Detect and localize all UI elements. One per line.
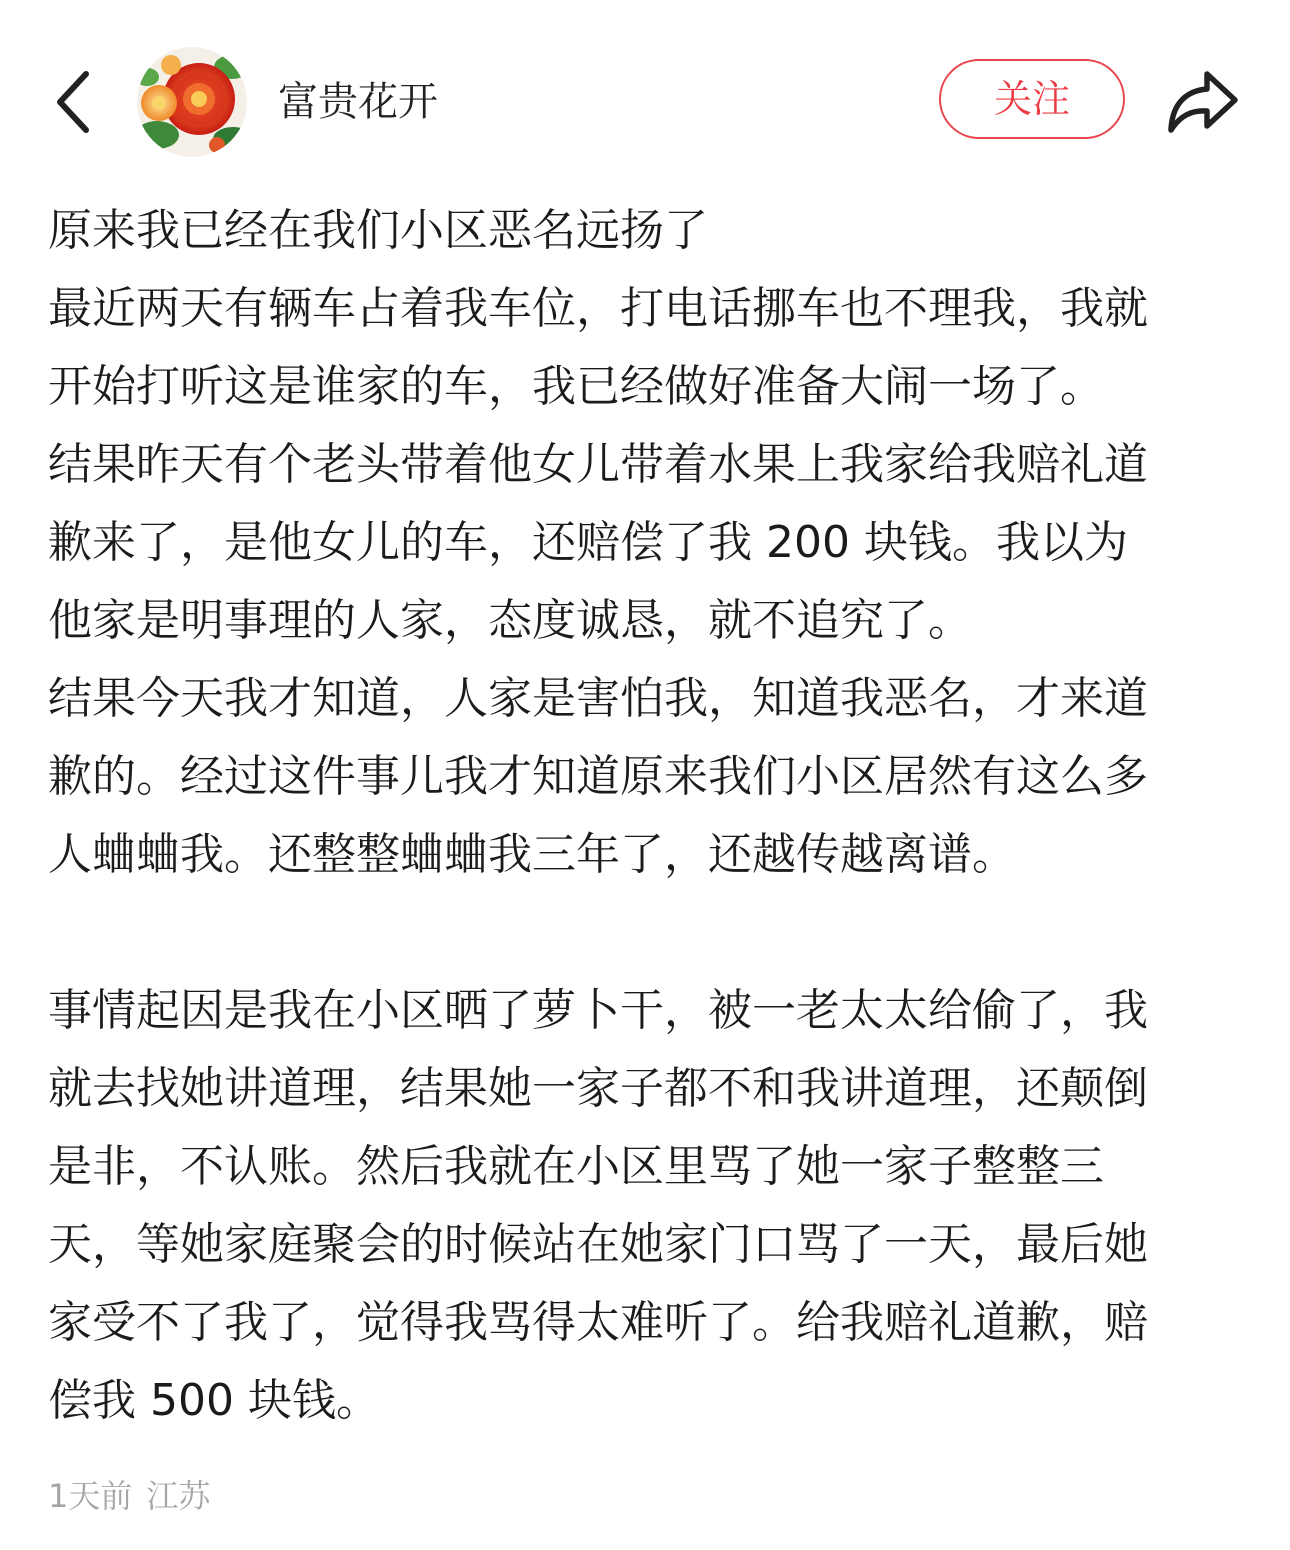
post-meta bbox=[48, 1472, 210, 1520]
post-line: 歉的。经过这件事儿我才知道原来我们小区居然有这么多 bbox=[48, 751, 1148, 802]
peony-flower-avatar-icon bbox=[137, 47, 247, 157]
top-bar bbox=[0, 40, 1290, 164]
paragraph-spacer bbox=[48, 894, 1248, 972]
post-line: 歉来了，是他女儿的车，还赔偿了我 200 块钱。我以为 bbox=[48, 517, 1128, 568]
post-line: 偿我 500 块钱。 bbox=[48, 1375, 380, 1426]
post-line: 事情起因是我在小区晒了萝卜干，被一老太太给偷了，我 bbox=[48, 985, 1148, 1036]
post-line: 就去找她讲道理，结果她一家子都不和我讲道理，还颠倒 bbox=[48, 1063, 1148, 1114]
post-line: 天，等她家庭聚会的时候站在她家门口骂了一天，最后她 bbox=[48, 1219, 1148, 1270]
post-content bbox=[48, 192, 1248, 1440]
post-location: 江苏 bbox=[146, 1477, 211, 1515]
post-line: 他家是明事理的人家，态度诚恳，就不追究了。 bbox=[48, 595, 972, 646]
avatar[interactable] bbox=[137, 47, 247, 157]
share-arrow-icon bbox=[1163, 64, 1241, 142]
share-button[interactable] bbox=[1163, 64, 1241, 142]
post-line: 人蛐蛐我。还整整蛐蛐我三年了，还越传越离谱。 bbox=[48, 829, 1016, 880]
post-time: 1天前 bbox=[48, 1477, 133, 1515]
post-line: 结果今天我才知道，人家是害怕我，知道我恶名，才来道 bbox=[48, 673, 1148, 724]
post-line: 是非，不认账。然后我就在小区里骂了她一家子整整三 bbox=[48, 1141, 1104, 1192]
post-line: 家受不了我了，觉得我骂得太难听了。给我赔礼道歉，赔 bbox=[48, 1297, 1148, 1348]
back-button[interactable] bbox=[48, 66, 104, 138]
post-paragraph-2 bbox=[48, 972, 1248, 1440]
post-paragraph-1 bbox=[48, 192, 1248, 894]
post-line: 原来我已经在我们小区恶名远扬了 bbox=[48, 205, 708, 256]
post-line: 开始打听这是谁家的车，我已经做好准备大闹一场了。 bbox=[48, 361, 1104, 412]
post-line: 结果昨天有个老头带着他女儿带着水果上我家给我赔礼道 bbox=[48, 439, 1148, 490]
chevron-left-icon bbox=[48, 66, 104, 138]
username[interactable]: 富贵花开 bbox=[278, 79, 438, 125]
post-line: 最近两天有辆车占着我车位，打电话挪车也不理我，我就 bbox=[48, 283, 1148, 334]
follow-button[interactable]: 关注 bbox=[939, 59, 1125, 139]
